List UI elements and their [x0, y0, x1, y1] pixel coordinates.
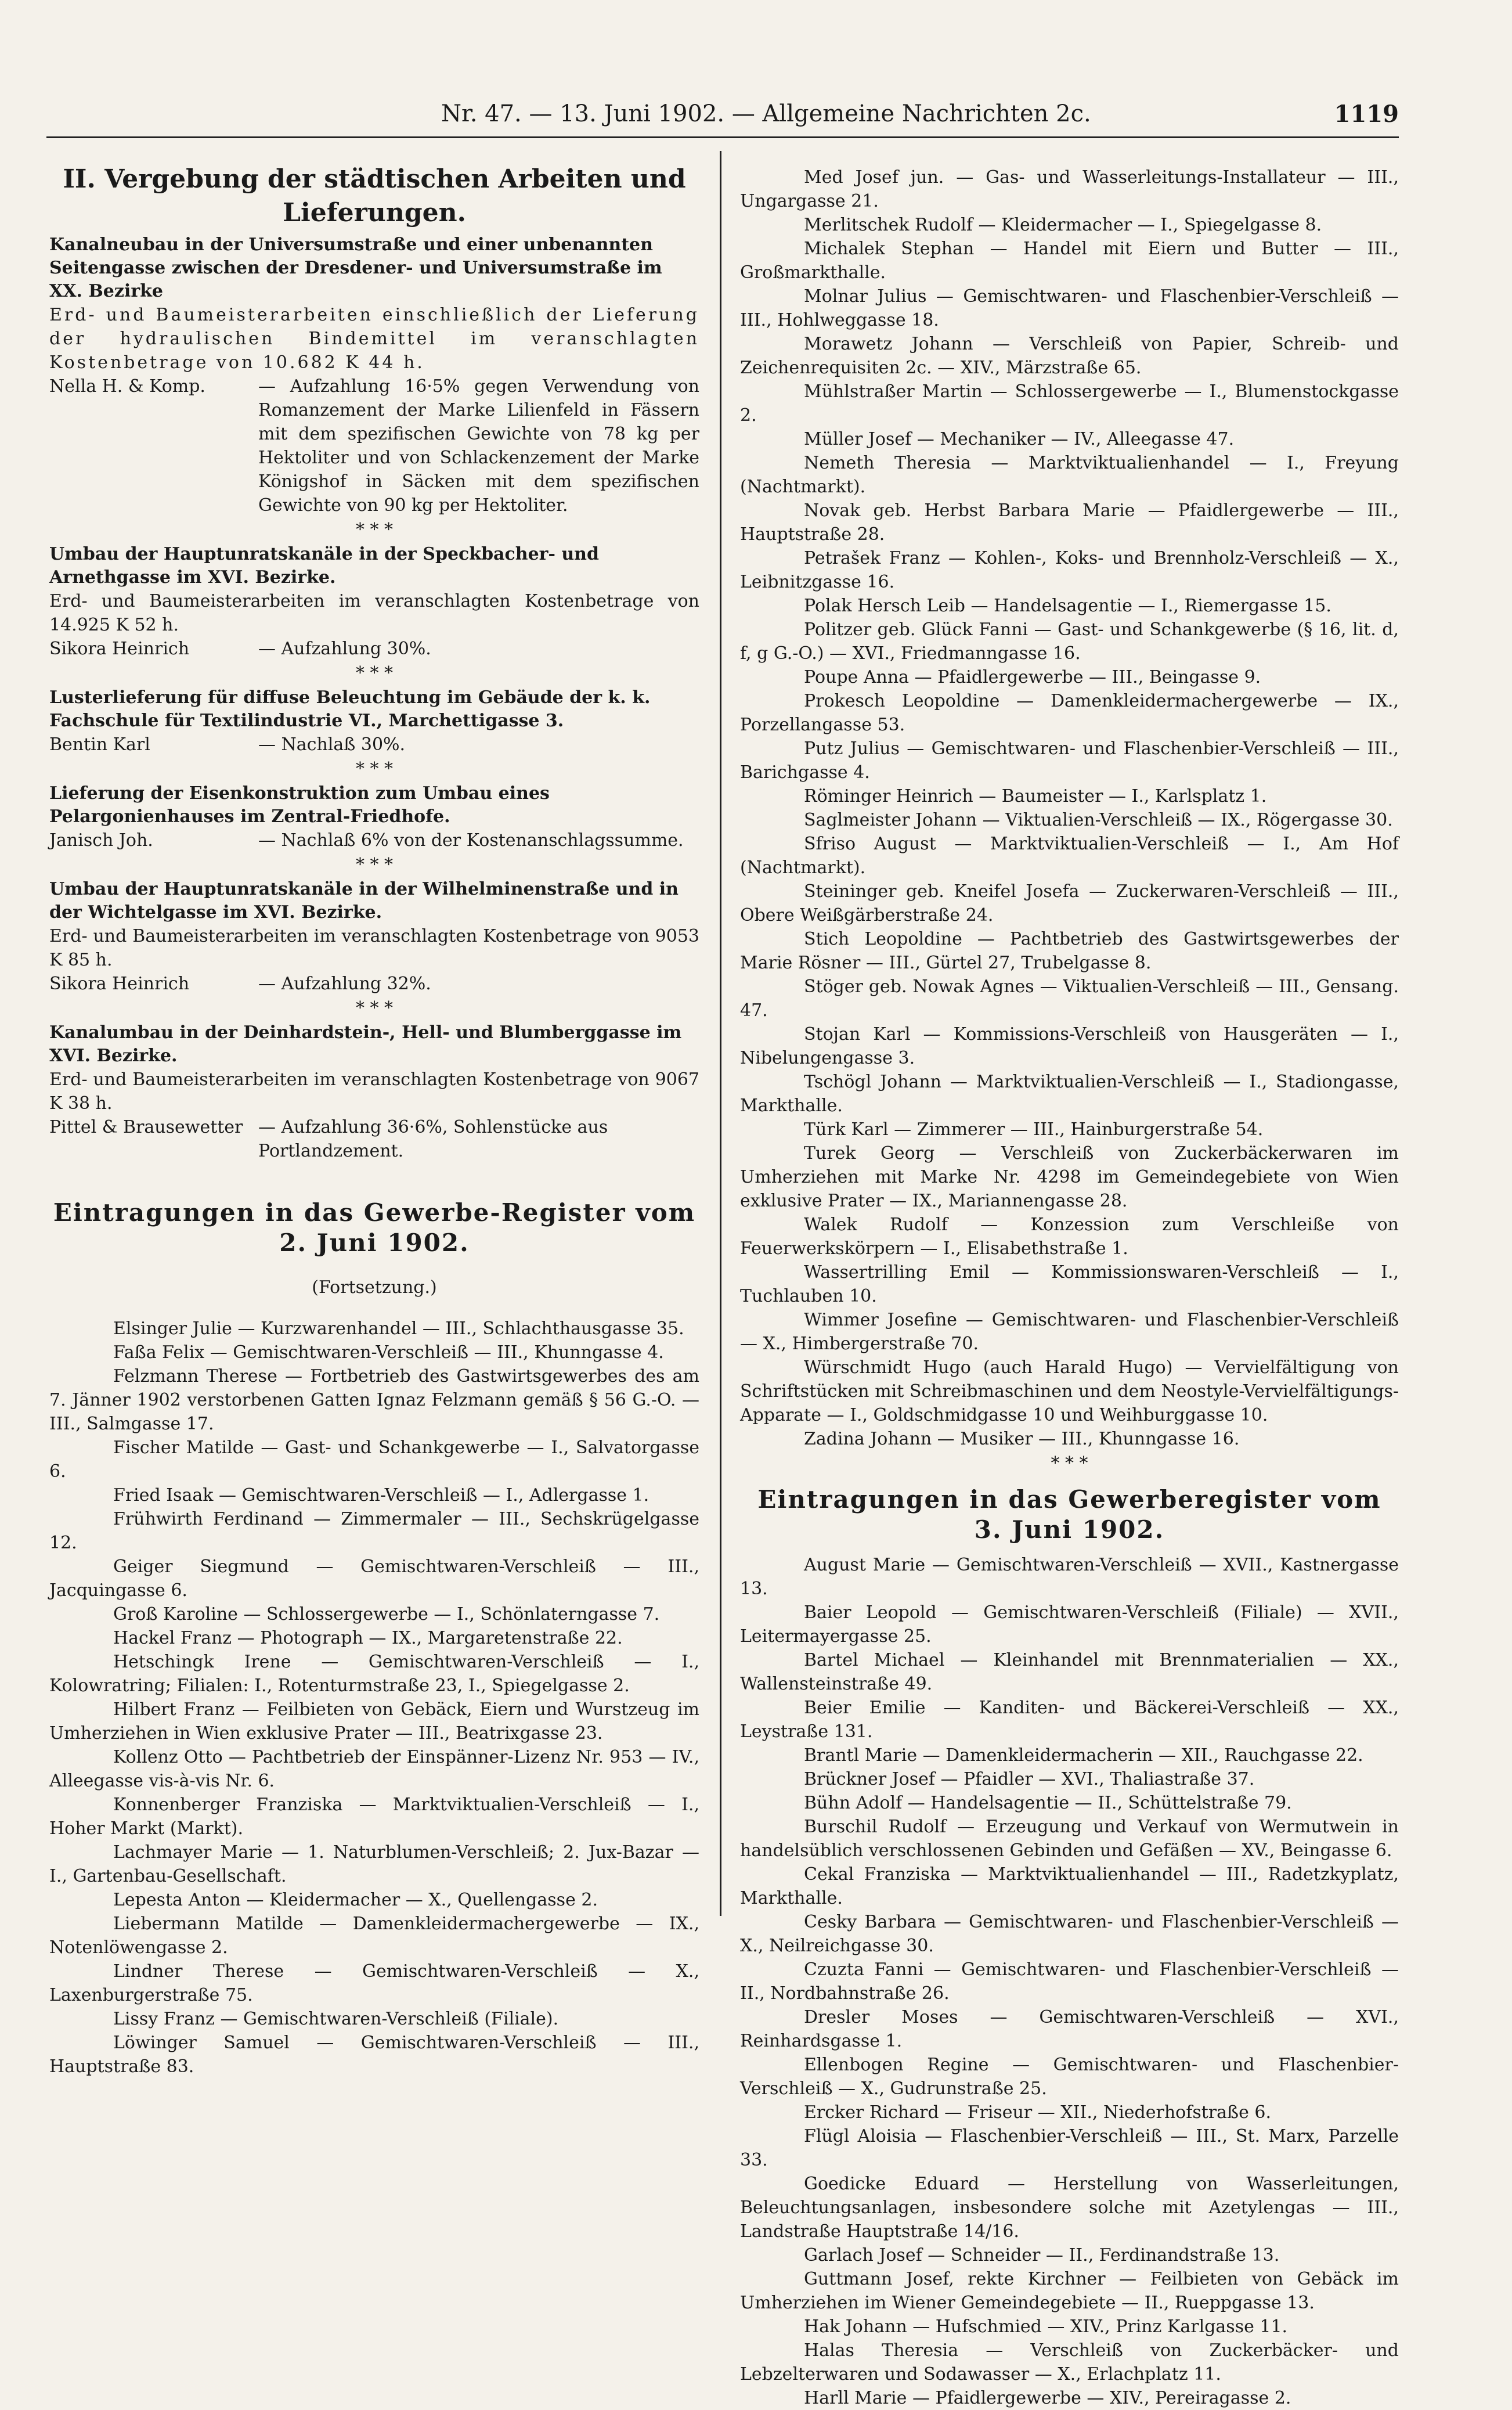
contract-intro: Erd- und Baumeisterarbeiten einschließlich der Lieferung der hydraulischen Bindemittel im veranschlagten Kostenbetrage von 10.682 K 44 h. — [49, 305, 699, 373]
register-entry: Hilbert Franz — Feilbieten von Gebäck, Eiern und Wurstzeug im Umherziehen in Wien exklusive Prater — III., Beatrixgasse 23. — [49, 1699, 699, 1743]
register-entry: Lepesta Anton — Kleidermacher — X., Quellengasse 2. — [113, 1890, 598, 1910]
register-entry: Löwinger Samuel — Gemischtwaren-Verschleiß — III., Hauptstraße 83. — [49, 2033, 699, 2077]
register-entry: Mühlstraßer Martin — Schlossergewerbe — I., Blumenstockgasse 2. — [740, 381, 1399, 426]
register-entry: Politzer geb. Glück Fanni — Gast- und Schankgewerbe (§ 16, lit. d, f, g G.-O.) — XVI., Friedmanngasse 16. — [740, 619, 1399, 664]
register-entry: Merlitschek Rudolf — Kleidermacher — I., Spiegelgasse 8. — [804, 215, 1322, 235]
column-divider — [720, 151, 721, 1916]
register-entry: Garlach Josef — Schneider — II., Ferdinandstraße 13. — [804, 2245, 1280, 2265]
register-entry: Ellenbogen Regine — Gemischtwaren- und Flaschenbier-Verschleiß — X., Gudrunstraße 25. — [740, 2055, 1399, 2099]
header-title: Nr. 47. — 13. Juni 1902. — Allgemeine Nachrichten 2c. — [441, 100, 1091, 127]
register-entry: Zadina Johann — Musiker — III., Khunngasse 16. — [804, 1429, 1240, 1449]
register-entry: Czuzta Fanni — Gemischtwaren- und Flaschenbier-Verschleiß — II., Nordbahnstraße 26. — [740, 1959, 1399, 2004]
register-entry: Cesky Barbara — Gemischtwaren- und Flaschenbier-Verschleiß — X., Neilreichgasse 30. — [740, 1912, 1399, 1956]
register-entry: Lissy Franz — Gemischtwaren-Verschleiß (Filiale). — [113, 2009, 559, 2029]
page-header — [46, 96, 1399, 138]
section-heading: II. Vergebung der städtischen Arbeiten und Lieferungen. — [63, 164, 686, 228]
register-entry: Brantl Marie — Damenkleidermacherin — XII., Rauchgasse 22. — [804, 1745, 1363, 1766]
contract-award — [49, 733, 699, 756]
register-entries — [49, 1317, 699, 2078]
register-entries — [740, 165, 1399, 1451]
register-entry: Turek Georg — Verschleiß von Zuckerbäckerwaren im Umherziehen mit Marke Nr. 4298 im Gemeindegebiete von Wien exklusive Prater — IX., Mariannengasse 28. — [740, 1143, 1399, 1211]
register-entry: Med Josef jun. — Gas- und Wasserleitungs-Installateur — III., Ungargasse 21. — [740, 167, 1399, 211]
register-entry: Bartel Michael — Kleinhandel mit Brennmaterialien — XX., Wallensteinstraße 49. — [740, 1650, 1399, 1694]
register-entry: Hackel Franz — Photograph — IX., Margaretenstraße 22. — [113, 1628, 623, 1648]
separator-stars: * * * — [355, 663, 394, 683]
register-entry: Stojan Karl — Kommissions-Verschleiß von Hausgeräten — I., Nibelungengasse 3. — [740, 1024, 1399, 1068]
award-terms: — Aufzahlung 32%. — [258, 974, 431, 994]
register-entry: Würschmidt Hugo (auch Harald Hugo) — Vervielfältigung von Schriftstücken mit Schreibmaschinen und dem Neostyle-Vervielfältigungs-Apparate — I., Goldschmidgasse 10 und Weihburggasse 10. — [740, 1357, 1399, 1425]
register-entry: Wimmer Josefine — Gemischtwaren- und Flaschenbier-Verschleiß — X., Himbergerstraße 70. — [740, 1310, 1399, 1354]
register-entry: Stöger geb. Nowak Agnes — Viktualien-Verschleiß — III., Gensang. 47. — [740, 977, 1399, 1021]
register-entries — [740, 1553, 1399, 2410]
contractor-name: Bentin Karl — [49, 734, 150, 755]
register-entry: Steininger geb. Kneifel Josefa — Zuckerwaren-Verschleiß — III., Obere Weißgärberstraße 24. — [740, 881, 1399, 925]
register-entry: Guttmann Josef, rekte Kirchner — Feilbieten von Gebäck im Umherziehen im Wiener Gemeindegebiete — II., Rueppgasse 13. — [740, 2269, 1399, 2313]
register-entry: Bühn Adolf — Handelsagentie — II., Schüttelstraße 79. — [804, 1793, 1292, 1813]
separator-stars: * * * — [355, 998, 394, 1018]
register-entry: Hak Johann — Hufschmied — XIV., Prinz Karlgasse 11. — [804, 2317, 1288, 2337]
contract-award — [49, 1115, 699, 1163]
register-entry: Sfriso August — Marktviktualien-Verschleiß — I., Am Hof (Nachtmarkt). — [740, 834, 1399, 878]
award-terms: — Aufzahlung 16·5% gegen Verwendung von Romanzement der Marke Lilienfeld in Fässern mit dem spezifischen Gewichte von 78 kg per Hektoliter und von Schlackenzement der Marke Königshof in Säcken mit dem spezifischen Gewichte von 90 kg per Hektoliter. — [258, 376, 699, 516]
register-entry: Polak Hersch Leib — Handelsagentie — I., Riemergasse 15. — [804, 596, 1331, 616]
register-entry: Novak geb. Herbst Barbara Marie — Pfaidlergewerbe — III., Hauptstraße 28. — [740, 500, 1399, 545]
contractor-name: Pittel & Brausewetter — [49, 1117, 243, 1137]
register-entry: Lindner Therese — Gemischtwaren-Verschleiß — X., Laxenburgerstraße 75. — [49, 1961, 699, 2005]
register-heading: Eintragungen in das Gewerbe-Register vom 2. Juni 1902. — [53, 1198, 696, 1257]
register-entry: Cekal Franziska — Marktviktualienhandel — III., Radetzkyplatz, Markthalle. — [740, 1864, 1399, 1908]
register-entry: Dresler Moses — Gemischtwaren-Verschleiß — XVI., Reinhardsgasse 1. — [740, 2007, 1399, 2051]
register-entry: Prokesch Leopoldine — Damenkleidermachergewerbe — IX., Porzellangasse 53. — [740, 691, 1399, 735]
register-entry: Geiger Siegmund — Gemischtwaren-Verschleiß — III., Jacquingasse 6. — [49, 1557, 699, 1601]
contract-award — [49, 828, 699, 852]
right-column — [740, 165, 1399, 2410]
register-entry: Baier Leopold — Gemischtwaren-Verschleiß (Filiale) — XVII., Leitermayergasse 25. — [740, 1602, 1399, 1647]
register-entry: Burschil Rudolf — Erzeugung und Verkauf von Wermutwein in handelsüblich verschlossenen Gebinden und Gefäßen — XV., Beingasse 6. — [740, 1817, 1399, 1861]
contract-title: Umbau der Hauptunratskanäle in der Wilhelminenstraße und in der Wichtelgasse im XVI. Bezirke. — [49, 879, 679, 923]
contract-title: Lieferung der Eisenkonstruktion zum Umbau eines Pelargonienhauses im Zentral-Friedhofe. — [49, 783, 550, 827]
contractor-name: Sikora Heinrich — [49, 974, 190, 994]
contractor-name: Sikora Heinrich — [49, 639, 190, 659]
contractor-name: Nella H. & Komp. — [49, 376, 205, 397]
contract-award — [49, 972, 699, 996]
register-entry: Wassertrilling Emil — Kommissionswaren-Verschleiß — I., Tuchlauben 10. — [740, 1262, 1399, 1306]
register-entry: Petrašek Franz — Kohlen-, Koks- und Brennholz-Verschleiß — X., Leibnitzgasse 16. — [740, 548, 1399, 592]
register-entry: Kollenz Otto — Pachtbetrieb der Einspänner-Lizenz Nr. 953 — IV., Alleegasse vis-à-vis Nr. 6. — [49, 1747, 699, 1791]
contractor-name: Janisch Joh. — [49, 830, 153, 851]
register-entry: Konnenberger Franziska — Marktviktualien-Verschleiß — I., Hoher Markt (Markt). — [49, 1795, 699, 1839]
continuation-note: (Fortsetzung.) — [312, 1277, 437, 1298]
separator-stars: * * * — [355, 855, 394, 875]
award-terms: — Nachlaß 6% von der Kostenanschlagssumme. — [258, 830, 684, 851]
register-entry: Walek Rudolf — Konzession zum Verschleiße von Feuerwerkskörpern — I., Elisabethstraße 1. — [740, 1215, 1399, 1259]
register-entry: Fried Isaak — Gemischtwaren-Verschleiß — I., Adlergasse 1. — [113, 1485, 649, 1505]
register-entry: Putz Julius — Gemischtwaren- und Flaschenbier-Verschleiß — III., Barichgasse 4. — [740, 739, 1399, 783]
register-entry: Türk Karl — Zimmerer — III., Hainburgerstraße 54. — [804, 1119, 1264, 1140]
register-entry: Frühwirth Ferdinand — Zimmermaler — III., Sechskrügelgasse 12. — [49, 1509, 699, 1553]
contract-title: Lusterlieferung für diffuse Beleuchtung im Gebäude der k. k. Fachschule für Textilindustrie VI., Marchettigasse 3. — [49, 687, 651, 731]
register-entry: Molnar Julius — Gemischtwaren- und Flaschenbier-Verschleiß — III., Hohlweggasse 18. — [740, 286, 1399, 330]
register-entry: Müller Josef — Mechaniker — IV., Alleegasse 47. — [804, 429, 1235, 449]
register-entry: Flügl Aloisia — Flaschenbier-Verschleiß — III., St. Marx, Parzelle 33. — [740, 2126, 1399, 2170]
register-entry: Stich Leopoldine — Pachtbetrieb des Gastwirtsgewerbes der Marie Rösner — III., Gürtel 27, Trubelgasse 8. — [740, 929, 1399, 973]
register-entry: Faßa Felix — Gemischtwaren-Verschleiß — III., Khunngasse 4. — [113, 1342, 664, 1363]
register-entry: Morawetz Johann — Verschleiß von Papier, Schreib- und Zeichenrequisiten 2c. — XIV., Märzstraße 65. — [740, 334, 1399, 378]
separator-stars: * * * — [355, 520, 394, 540]
register-entry: Röminger Heinrich — Baumeister — I., Karlsplatz 1. — [804, 786, 1267, 806]
contract-award — [49, 637, 699, 661]
award-terms: — Aufzahlung 36·6%, Sohlenstücke aus Portlandzement. — [258, 1117, 608, 1161]
register-entry: Liebermann Matilde — Damenkleidermachergewerbe — IX., Notenlöwengasse 2. — [49, 1914, 699, 1958]
contract-intro: Erd- und Baumeisterarbeiten im veranschlagten Kostenbetrage von 9067 K 38 h. — [49, 1069, 699, 1114]
contract-title: Kanalumbau in der Deinhardstein-, Hell- und Blumberggasse im XVI. Bezirke. — [49, 1022, 682, 1066]
register-entry: Lachmayer Marie — 1. Naturblumen-Verschleiß; 2. Jux-Bazar — I., Gartenbau-Gesellschaft. — [49, 1842, 699, 1886]
contract-title: Kanalneubau in der Universumstraße und einer unbenannten Seitengasse zwischen der Dresdener- und Universumstraße im XX. Bezirke — [49, 235, 662, 301]
contract-award — [49, 374, 699, 517]
award-terms: — Aufzahlung 30%. — [258, 639, 431, 659]
left-column — [49, 163, 699, 2078]
separator-stars: * * * — [1051, 1453, 1088, 1474]
contract-intro: Erd- und Baumeisterarbeiten im veranschlagten Kostenbetrage von 9053 K 85 h. — [49, 926, 699, 970]
register-entry: Saglmeister Johann — Viktualien-Verschleiß — IX., Rögergasse 30. — [804, 810, 1393, 830]
register-entry: Tschögl Johann — Marktviktualien-Verschleiß — I., Stadiongasse, Markthalle. — [740, 1072, 1399, 1116]
register-entry: Felzmann Therese — Fortbetrieb des Gastwirtsgewerbes des am 7. Jänner 1902 verstorbenen Gatten Ignaz Felzmann gemäß § 56 G.-O. — III., Salmgasse 17. — [49, 1366, 699, 1434]
register-entry: Michalek Stephan — Handel mit Eiern und Butter — III., Großmarkthalle. — [740, 239, 1399, 283]
separator-stars: * * * — [355, 759, 394, 779]
register-entry: Fischer Matilde — Gast- und Schankgewerbe — I., Salvatorgasse 6. — [49, 1438, 699, 1482]
award-terms: — Nachlaß 30%. — [258, 734, 406, 755]
register-entry: Goedicke Eduard — Herstellung von Wasserleitungen, Beleuchtungsanlagen, insbesondere solche mit Azetylengas — III., Landstraße Hauptstraße 14/16. — [740, 2174, 1399, 2242]
contract-title: Umbau der Hauptunratskanäle in der Speckbacher- und Arnethgasse im XVI. Bezirke. — [49, 544, 599, 588]
contract-intro: Erd- und Baumeisterarbeiten im veranschlagten Kostenbetrage von 14.925 K 52 h. — [49, 591, 699, 635]
register-heading: Eintragungen in das Gewerberegister vom 3. Juni 1902. — [757, 1485, 1381, 1544]
register-entry: Hetschingk Irene — Gemischtwaren-Verschleiß — I., Kolowratring; Filialen: I., Rotenturmstraße 23, I., Spiegelgasse 2. — [49, 1652, 699, 1696]
register-entry: Ercker Richard — Friseur — XII., Niederhofstraße 6. — [804, 2102, 1271, 2123]
register-entry: Beier Emilie — Kanditen- und Bäckerei-Verschleiß — XX., Leystraße 131. — [740, 1698, 1399, 1742]
register-entry: Nemeth Theresia — Marktviktualienhandel — I., Freyung (Nachtmarkt). — [740, 453, 1399, 497]
register-entry: Elsinger Julie — Kurzwarenhandel — III., Schlachthausgasse 35. — [113, 1319, 684, 1339]
register-entry: Brückner Josef — Pfaidler — XVI., Thaliastraße 37. — [804, 1769, 1255, 1789]
register-entry: August Marie — Gemischtwaren-Verschleiß — XVII., Kastnergasse 13. — [740, 1555, 1399, 1599]
register-entry: Halas Theresia — Verschleiß von Zuckerbäcker- und Lebzelterwaren und Sodawasser — X., Erlachplatz 11. — [740, 2340, 1399, 2384]
page-number: 1119 — [1334, 100, 1399, 128]
register-entry: Harll Marie — Pfaidlergewerbe — XIV., Pereiragasse 2. — [804, 2388, 1291, 2408]
register-entry: Poupe Anna — Pfaidlergewerbe — III., Beingasse 9. — [804, 667, 1261, 687]
register-entry: Groß Karoline — Schlossergewerbe — I., Schönlaterngasse 7. — [113, 1604, 660, 1624]
